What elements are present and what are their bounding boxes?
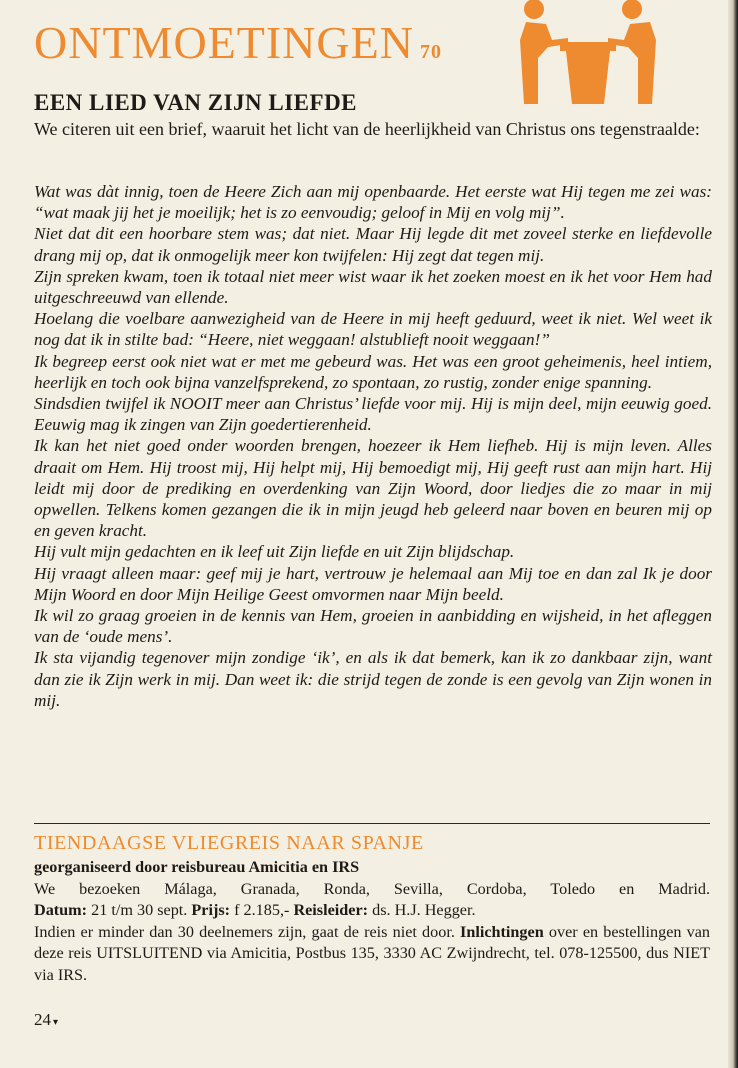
trip-visits: We bezoeken Málaga, Granada, Ronda, Sevilla, Cordoba, Toledo en Madrid. [34,879,710,898]
section-divider [34,823,710,824]
letter-paragraph: Zijn spreken kwam, toen ik totaal niet meer wist waar ik het zoeken moest en ik het voor Hem had uitgeschreeuwd van ellende. [34,266,712,308]
section-header [34,17,442,68]
letter-paragraph: Wat was dàt innig, toen de Heere Zich aan mij openbaarde. Het eerste wat Hij tegen me zei was: “wat maak jij het je moeilijk; het is zo eenvoudig; geloof in Mij en volg mij”. [34,182,712,223]
letter-paragraph: Sindsdien twijfel ik NOOIT meer aan Christus’ liefde voor mij. Hij is mijn deel, mijn eeuwig goed. Eeuwig mag ik zingen van Zijn goedertierenheid. [34,394,712,435]
trip-title: TIENDAAGSE VLIEGREIS NAAR SPANJE [34,832,424,854]
letter-paragraph: Hoelang die voelbare aanwezigheid van de Heere in mij heeft geduurd, weet ik niet. Wel weet ik nog dat ik in stilte bad: “Heere, niet weggaan! alstublieft nooit weggaan!” [34,309,712,350]
page-binding-edge [728,0,738,1068]
date-label: Datum: [34,901,88,920]
page-mark: ▾ [53,1017,59,1028]
letter-paragraph: Ik kan het niet goed onder woorden brengen, hoezeer ik Hem liefheb. Hij is mijn leven. Alles draait om Hem. Hij troost mij, Hij helpt mij, Hij bemoedigt mij, Hij geeft rust aan mijn hart. Hij leidt mij door de prediking en overdenking van Zijn Woord, door liedjes die zo maar in mij opwellen. Telkens komen gezangen die ik in mijn jeugd heb geleerd naar boven en beuren mij op en geven kracht. [34,436,712,541]
trip-info [34,922,710,987]
trip-subtitle: georganiseerd door reisbureau Amicitia en IRS [34,858,360,876]
trip-meta [34,901,476,919]
leader-value: ds. H.J. Hegger. [372,901,476,920]
trip-details [34,857,710,987]
date-value: 21 t/m 30 sept. [91,901,188,920]
info-text-post: over en bestellingen van deze reis UITSLUITEND via Amicitia, Postbus 135, 3330 AC Zwijndrecht, tel. 078-125500, dus NIET via IRS. [34,922,711,984]
article-intro: We citeren uit een brief, waaruit het licht van de heerlijkheid van Christus ons tegenstraalde: [34,119,700,139]
info-text-pre: Indien er minder dan 30 deelnemers zijn, gaat de reis niet door. [34,922,455,941]
leader-label: Reisleider: [293,901,369,920]
letter-paragraph: Hij vult mijn gedachten en ik leef uit Zijn liefde en uit Zijn blijdschap. [34,542,515,562]
letter-quote [34,181,712,711]
letter-paragraph: Ik wil zo graag groeien in de kennis van Hem, groeien in aanbidding en wijsheid, in het afleggen van de ‘oude mens’. [34,606,712,647]
price-value: f 2.185,- [234,901,290,920]
section-title: ONTMOETINGEN [34,17,414,68]
letter-paragraph: Niet dat dit een hoorbare stem was; dat niet. Maar Hij legde dit met zoveel sterke en liefdevolle drang mij op, dat ik onmogelijk meer kon twijfelen: Hij zegt dat tegen mij. [34,224,712,265]
letter-paragraph: Hij vraagt alleen maar: geef mij je hart, vertrouw je helemaal aan Mij toe en dan zal Ik je door Mijn Woord en door Mijn Heilige Geest omvormen naar Mijn beeld. [34,563,712,604]
issue-number: 70 [419,41,442,63]
info-label: Inlichtingen [460,922,544,941]
article-title: EEN LIED VAN ZIJN LIEFDE [34,90,358,115]
letter-paragraph: Ik sta vijandig tegenover mijn zondige ‘ik’, en als ik dat bemerk, kan ik zo dankbaar zijn, want dan zie ik Zijn werk in mij. Dan weet ik: die strijd tegen de zonde is een gevolg van Zijn wonen in mij. [34,648,712,710]
meeting-people-icon [508,0,668,104]
page-number [34,1010,58,1030]
price-label: Prijs: [191,901,231,920]
letter-paragraph: Ik begreep eerst ook niet wat er met me gebeurd was. Het was een groot geheimenis, heel intiem, heerlijk en toch ook bijna vanzelfsprekend, zo spontaan, zo rustig, zonder enige spanning. [34,351,712,392]
page-number-value: 24 [34,1010,51,1029]
